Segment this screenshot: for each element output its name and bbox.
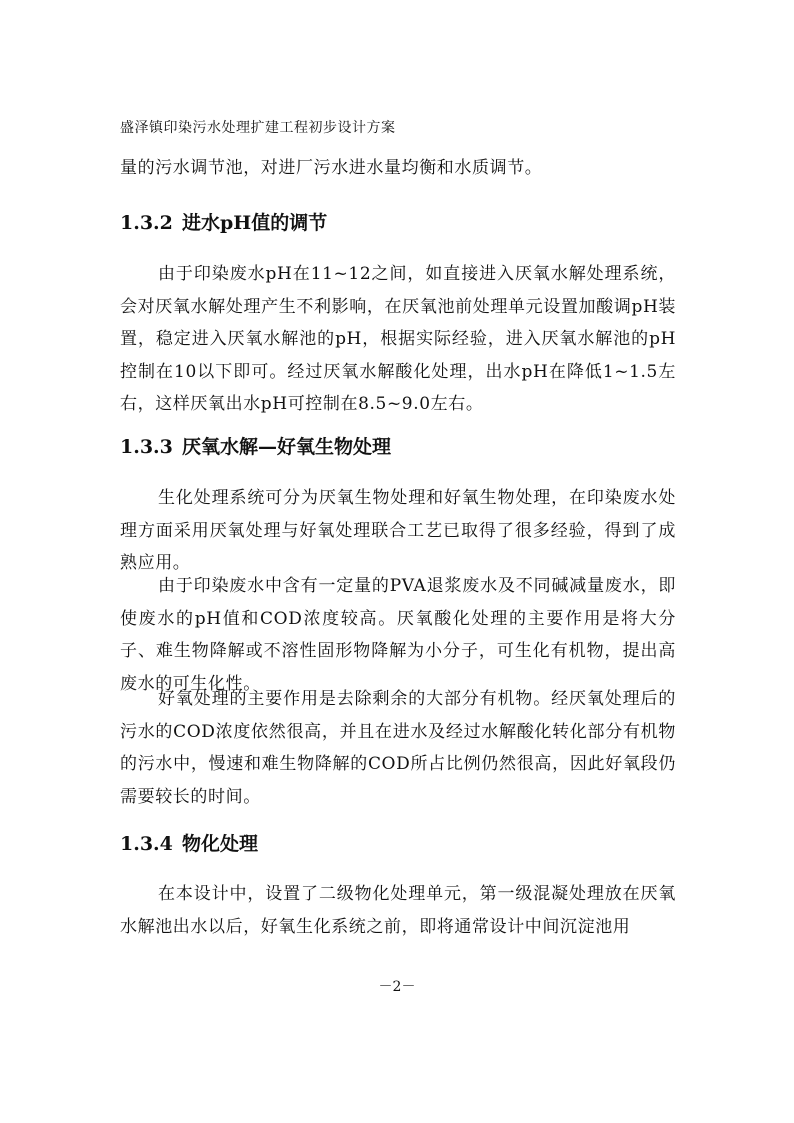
section-title: 物化处理 [182, 833, 259, 855]
paragraph-physicochemical: 在本设计中，设置了二级物化处理单元，第一级混凝处理放在厌氧水解池出水以后，好氧生化系统之前，即将通常设计中间沉淀池用 [120, 884, 676, 937]
paragraph-ph-adjustment: 由于印染废水pH在11~12之间，如直接进入厌氧水解处理系统，会对厌氧水解处理产生不利影响，在厌氧池前处理单元设置加酸调pH装置，稳定进入厌氧水解池的pH，根据实际经验，进入厌氧水解池的pH控制在10以下即可。经过厌氧水解酸化处理，出水pH在降低1~1.5左右，这样厌氧出水pH可控制在8.5~9.0左右。 [120, 264, 676, 414]
paragraph-biological-treatment: 生化处理系统可分为厌氧生物处理和好氧生物处理，在印染废水处理方面采用厌氧处理与好氧处理联合工艺已取得了很多经验，得到了成熟应用。 [120, 488, 676, 573]
section-heading-1-3-3 [120, 432, 391, 459]
section-title: 进水pH值的调节 [182, 212, 328, 234]
paragraph-continuation: 量的污水调节池，对进厂污水进水量均衡和水质调节。 [120, 158, 543, 178]
section-number: 1.3.4 [120, 833, 173, 855]
section-number: 1.3.2 [120, 212, 173, 234]
section-number: 1.3.3 [120, 436, 173, 458]
section-heading-1-3-2 [120, 208, 327, 235]
paragraph-anaerobic-role: 由于印染废水中含有一定量的PVA退浆废水及不同碱减量废水，即使废水的pH值和COD浓度较高。厌氧酸化处理的主要作用是将大分子、难生物降解或不溶性固形物降解为小分子，可生化有机物，提出高废水的可生化性。 [120, 576, 676, 694]
running-header: 盛泽镇印染污水处理扩建工程初步设计方案 [120, 120, 396, 136]
page-number: －2－ [378, 979, 416, 995]
paragraph-aerobic-role: 好氧处理的主要作用是去除剩余的大部分有机物。经厌氧处理后的污水的COD浓度依然很高，并且在进水及经过水解酸化转化部分有机物的污水中，慢速和难生物降解的COD所占比例仍然很高，因此好氧段仍需要较长的时间。 [120, 689, 676, 807]
section-title: 厌氧水解—好氧生物处理 [182, 436, 392, 458]
section-heading-1-3-4 [120, 829, 258, 856]
